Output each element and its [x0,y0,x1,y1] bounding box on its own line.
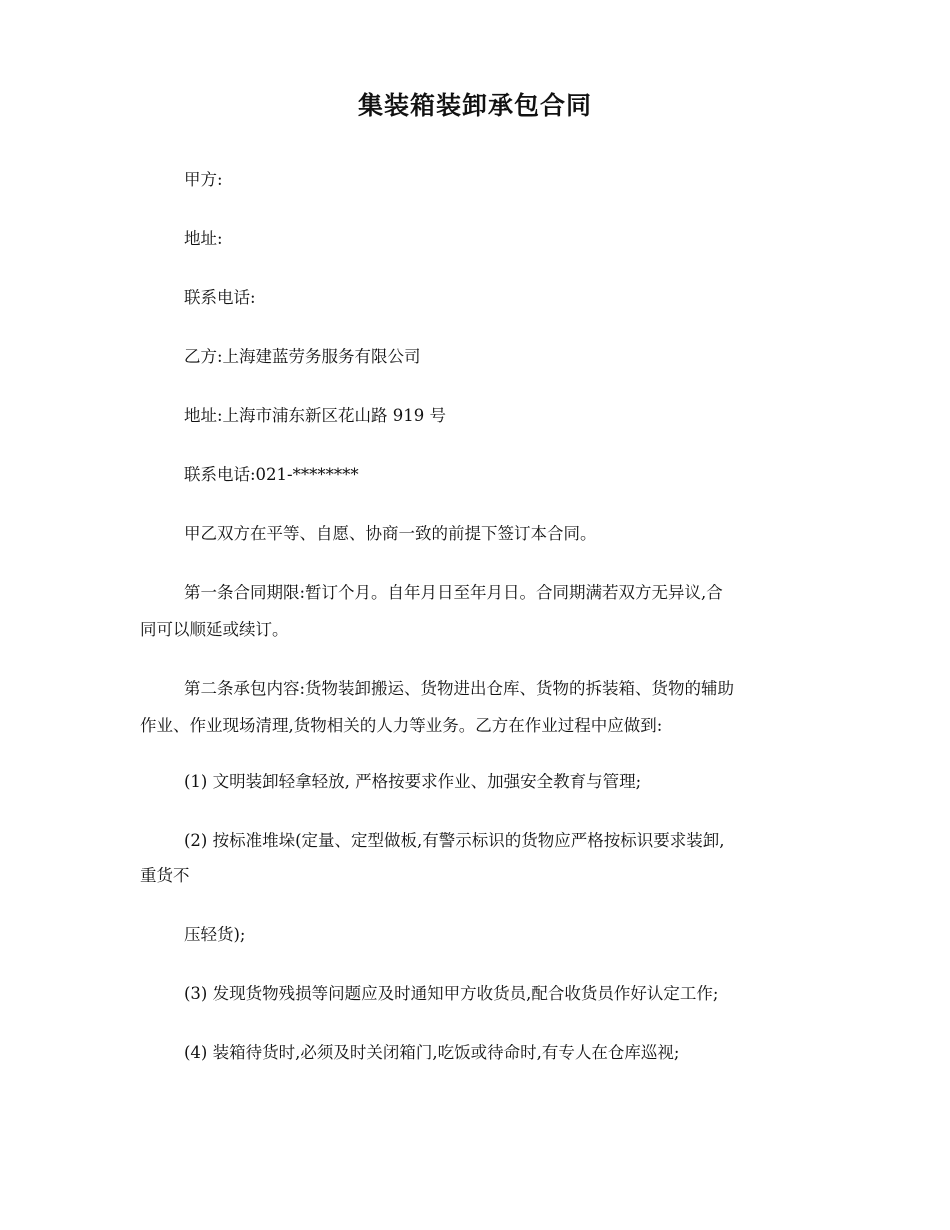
party-a-label: 甲方: [184,170,223,189]
document-title: 集装箱装卸承包合同 [357,91,592,120]
party-b-name: 乙方:上海建蓝劳务服务有限公司 [184,347,421,366]
item-1: (1) 文明装卸轻拿轻放, 严格按要求作业、加强安全教育与管理; [184,772,642,791]
item-2-line-1: (2) 按标准堆垛(定量、定型做板,有警示标识的货物应严格按标识要求装卸, [184,831,725,850]
item-4: (4) 装箱待货时,必须及时关闭箱门,吃饭或待命时,有专人在仓库巡视; [184,1043,680,1062]
preamble: 甲乙双方在平等、自愿、协商一致的前提下签订本合同。 [184,524,597,543]
article-2-line-1: 第二条承包内容:货物装卸搬运、货物进出仓库、货物的拆装箱、货物的辅助 [184,679,735,698]
item-3: (3) 发现货物残损等问题应及时通知甲方收货员,配合收货员作好认定工作; [184,984,719,1003]
party-a-address-label: 地址: [184,229,223,248]
party-b-address: 地址:上海市浦东新区花山路 919 号 [184,406,447,425]
party-b-phone: 联系电话:021-******** [184,465,359,484]
item-2-line-3: 压轻货); [184,925,246,944]
article-2-line-2: 作业、作业现场清理,货物相关的人力等业务。乙方在作业过程中应做到: [140,716,663,735]
item-2-line-2: 重货不 [140,866,190,885]
article-1-line-1: 第一条合同期限:暂订个月。自年月日至年月日。合同期满若双方无异议,合 [184,583,723,602]
party-a-phone-label: 联系电话: [184,288,256,307]
article-1-line-2: 同可以顺延或续订。 [140,620,289,639]
